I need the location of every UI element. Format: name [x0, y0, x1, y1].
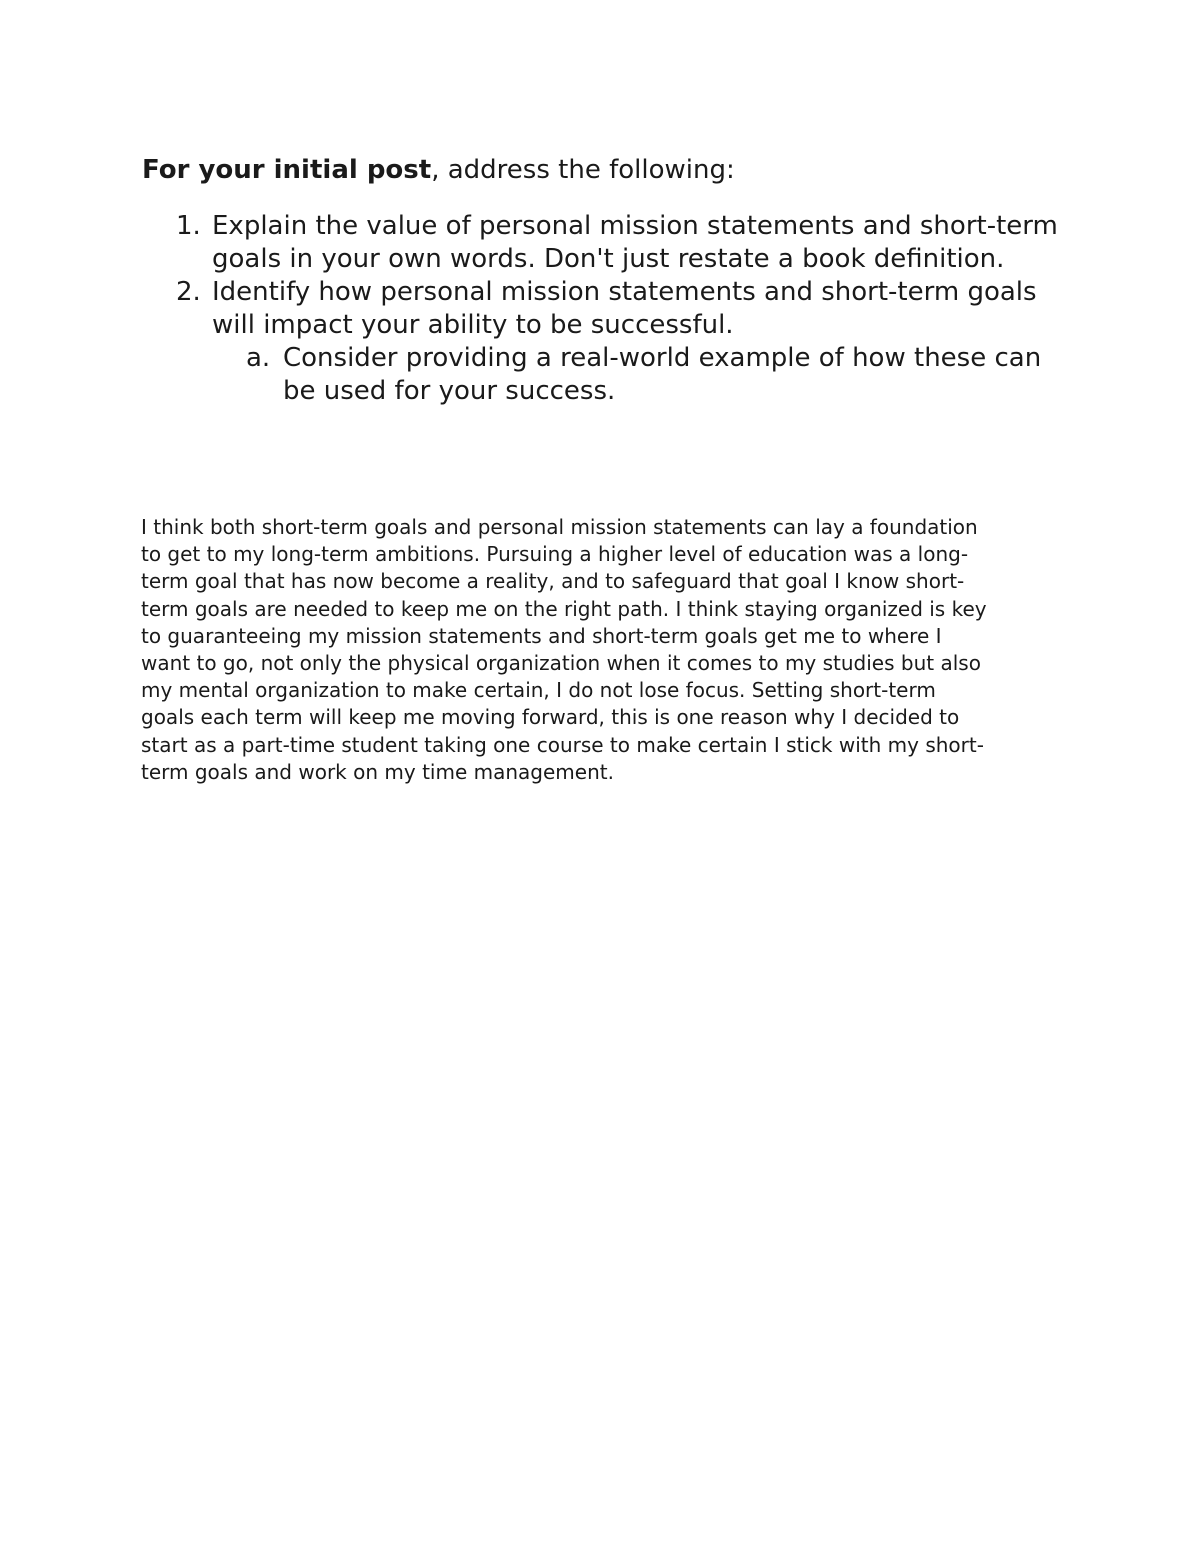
prompt-subitem-a-letter: a. — [246, 343, 271, 373]
response-line: term goals are needed to keep me on the right path. I think staying organized is key — [141, 596, 987, 621]
response-line: to get to my long-term ambitions. Pursuing a higher level of education was a long- — [141, 542, 969, 567]
prompt-list — [142, 210, 1072, 408]
response-paragraph — [141, 514, 1066, 786]
response-line: term goals and work on my time management. — [141, 759, 614, 784]
prompt-subitem-a-text: Consider providing a real-world example of how these can be used for your success. — [283, 343, 1042, 406]
response-line: start as a part-time student taking one course to make certain I stick with my short- — [141, 732, 984, 757]
prompt-item-1-text: Explain the value of personal mission statements and short-term goals in your own words. Don't just restate a book definition. — [212, 211, 1058, 274]
prompt-subitem-a — [212, 342, 1072, 408]
prompt-intro-bold: For your initial post — [142, 155, 432, 185]
discussion-prompt — [142, 152, 1072, 408]
prompt-item-2-text: Identify how personal mission statements and short-term goals will impact your ability to be successful. — [212, 277, 1037, 340]
prompt-sublist — [212, 342, 1072, 408]
response-line: my mental organization to make certain, I do not lose focus. Setting short-term — [141, 678, 936, 703]
prompt-item-1-number: 1. — [176, 211, 201, 241]
response-line: term goal that has now become a reality, and to safeguard that goal I know short- — [141, 569, 965, 594]
response-line: I think both short-term goals and personal mission statements can lay a foundation — [141, 515, 978, 539]
prompt-item-1 — [142, 210, 1072, 276]
response-line: want to go, not only the physical organization when it comes to my studies but also — [141, 651, 981, 676]
response-line: goals each term will keep me moving forward, this is one reason why I decided to — [141, 705, 960, 730]
prompt-item-2-number: 2. — [176, 277, 201, 307]
prompt-item-2 — [142, 276, 1072, 408]
prompt-intro — [142, 152, 1072, 188]
response-line: to guaranteeing my mission statements and short-term goals get me to where I — [141, 623, 942, 648]
prompt-intro-rest: , address the following: — [431, 155, 735, 185]
